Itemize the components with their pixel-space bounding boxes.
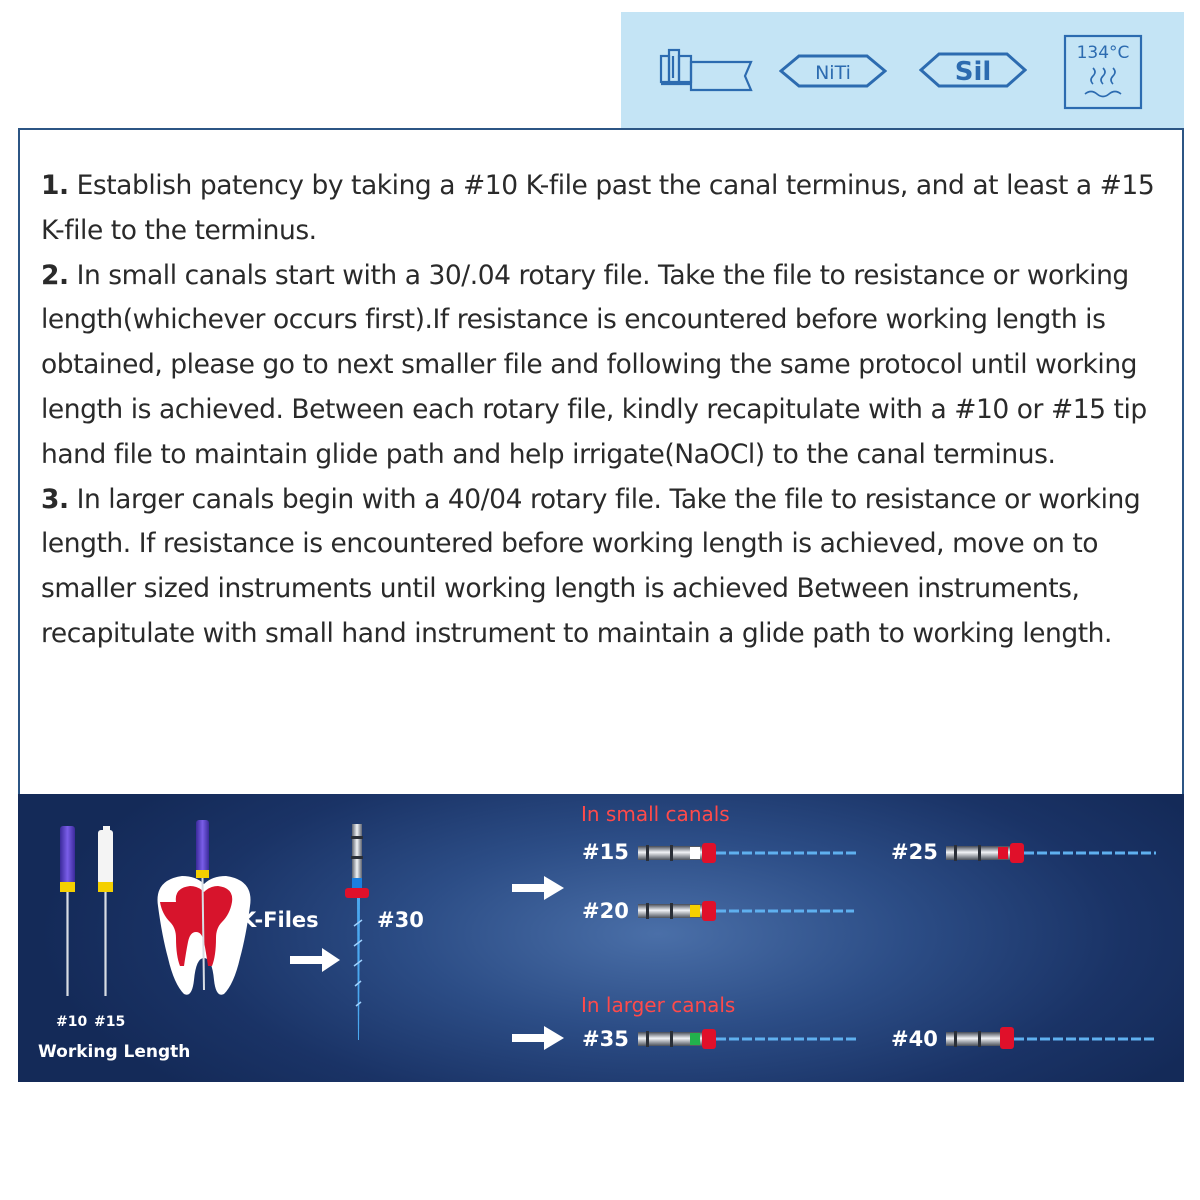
instruction-step-3 xyxy=(41,478,1171,657)
rotary-large-35-label: #35 xyxy=(582,1027,629,1051)
working-length-label: Working Length xyxy=(38,1042,191,1062)
rotary-file-small-15 xyxy=(638,843,856,863)
instruction-step-2 xyxy=(41,254,1171,478)
step-number: 2. xyxy=(41,259,69,291)
sil-icon xyxy=(919,52,1027,88)
arrow-icon xyxy=(290,948,340,972)
rotary-small-15-label: #15 xyxy=(582,840,629,864)
rotary-large-40-label: #40 xyxy=(891,1027,938,1051)
rotary-file-large-35 xyxy=(638,1029,856,1049)
niti-icon xyxy=(779,54,887,88)
rotary-file-30 xyxy=(345,824,369,1040)
instruction-step-1 xyxy=(41,164,1171,254)
rotary-file-small-20 xyxy=(638,901,854,921)
rotary-30-label: #30 xyxy=(377,908,424,932)
rotary-file-small-25 xyxy=(946,843,1156,863)
file-sequence-banner xyxy=(18,794,1184,1082)
step-number: 3. xyxy=(41,483,69,515)
rotary-small-25-label: #25 xyxy=(891,840,938,864)
hand-file-15 xyxy=(98,826,113,996)
autoclave-label: 134°C xyxy=(1076,43,1130,63)
larger-canals-title: In larger canals xyxy=(581,993,736,1017)
certification-icon-band xyxy=(621,12,1184,129)
niti-label: NiTi xyxy=(815,62,851,84)
device-icon xyxy=(659,46,755,94)
instructions-panel xyxy=(18,128,1184,794)
hand-file-15-label: #15 xyxy=(94,1014,126,1030)
hand-file-10 xyxy=(60,826,75,996)
sil-label: Sil xyxy=(954,57,992,87)
arrow-icon xyxy=(512,876,564,900)
rotary-small-20-label: #20 xyxy=(582,899,629,923)
autoclave-icon xyxy=(1063,34,1143,110)
hand-file-10-label: #10 xyxy=(56,1014,88,1030)
arrow-icon xyxy=(512,1026,564,1050)
step-text: In larger canals begin with a 40/04 rotary file. Take the file to resistance or working length. If resistance is encountered before working length is achieved, move on to smaller sized instruments until working length is achieved Between instruments, recapitulate with small hand instrument to maintain a glide path to working length. xyxy=(41,483,1141,649)
small-canals-title: In small canals xyxy=(581,802,730,826)
rotary-file-large-40 xyxy=(946,1027,1156,1049)
kfiles-label: K-Files xyxy=(240,908,319,932)
step-text: Establish patency by taking a #10 K-file past the canal terminus, and at least a #15 K-file to the terminus. xyxy=(41,170,1155,246)
instructions-text xyxy=(41,164,1171,657)
step-text: In small canals start with a 30/.04 rotary file. Take the file to resistance or working length(whichever occurs first).If resistance is encountered before working length is obtained, please go to next smaller file and following the same protocol until working length is achieved. Between each rotary file, kindly recapitulate with a #10 or #15 tip hand file to maintain glide path and help irrigate(NaOCl) to the canal terminus. xyxy=(41,259,1147,470)
step-number: 1. xyxy=(41,170,69,201)
tooth-illustration xyxy=(158,820,251,995)
